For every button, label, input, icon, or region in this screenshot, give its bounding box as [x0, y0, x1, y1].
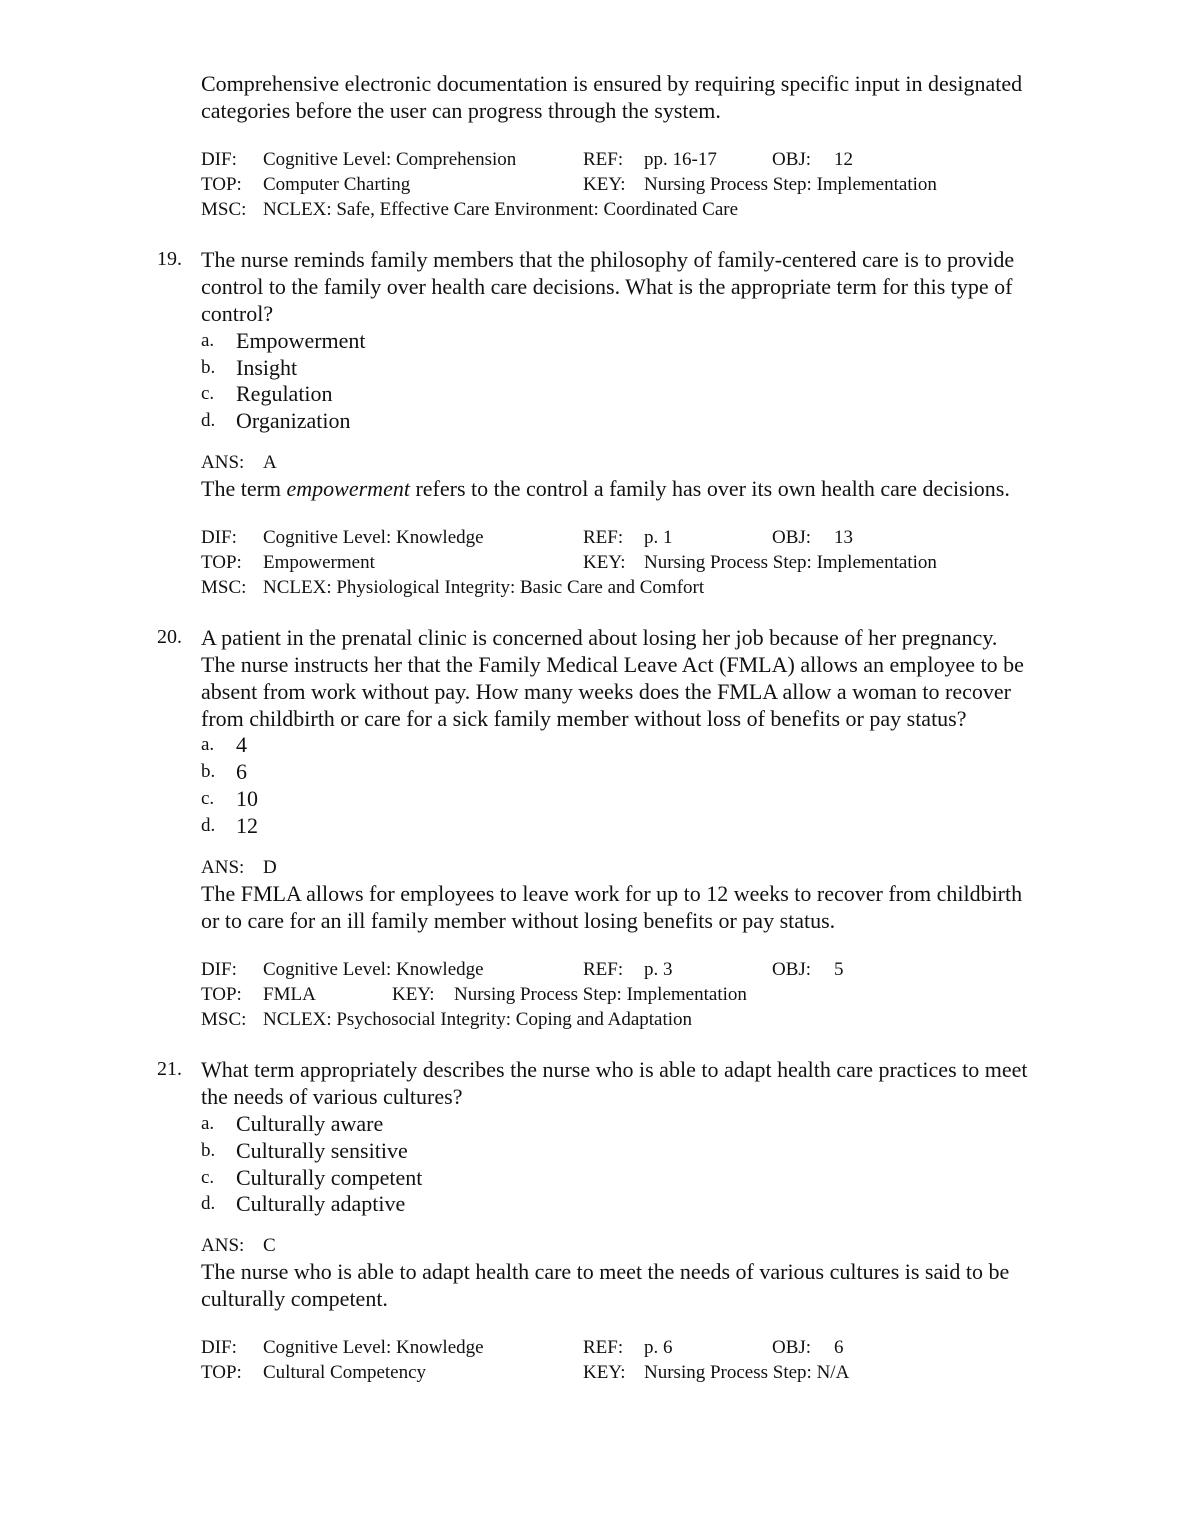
option-letter: a. — [201, 330, 215, 351]
option-text: Culturally adaptive — [236, 1191, 406, 1216]
meta-ref-label: REF: — [583, 527, 624, 548]
meta-msc-label: MSC: — [201, 577, 247, 598]
meta-dif-label: DIF: — [201, 1337, 237, 1358]
option-text: 10 — [236, 786, 258, 811]
meta-ref-label: REF: — [583, 959, 624, 980]
option-text: 12 — [236, 813, 258, 838]
meta-obj-label: OBJ: — [772, 1337, 812, 1358]
option-letter: c. — [201, 788, 215, 809]
option-letter: a. — [201, 1113, 215, 1134]
option-letter: d. — [201, 815, 216, 836]
rationale-emphasis: empowerment — [286, 476, 410, 501]
option-text: Culturally aware — [236, 1111, 384, 1136]
meta-dif: Cognitive Level: Knowledge — [263, 1337, 484, 1358]
meta-top-label: TOP: — [201, 1362, 242, 1383]
question-number: 21. — [157, 1058, 182, 1080]
option-text: Insight — [236, 355, 298, 380]
question-stem-line: from childbirth or care for a sick family member without loss of benefits or pay status? — [201, 706, 967, 731]
question-number: 19. — [157, 248, 182, 270]
meta-ref-label: REF: — [583, 149, 624, 170]
rationale-line: Comprehensive electronic documentation is ensured by requiring specific input in designated — [201, 71, 1023, 96]
meta-top-label: TOP: — [201, 174, 242, 195]
option-letter: b. — [201, 1140, 216, 1161]
answer-label: ANS: — [201, 857, 245, 878]
question-stem-line: The nurse reminds family members that the philosophy of family-centered care is to provide — [201, 247, 1015, 272]
question-number: 20. — [157, 626, 182, 648]
meta-top: Cultural Competency — [263, 1362, 427, 1383]
meta-obj-label: OBJ: — [772, 527, 812, 548]
question-stem-line: The nurse instructs her that the Family Medical Leave Act (FMLA) allows an employee to be — [201, 652, 1024, 677]
meta-key-label: KEY: — [583, 552, 626, 573]
meta-dif-label: DIF: — [201, 149, 237, 170]
meta-obj: 13 — [834, 527, 853, 548]
option-text: 6 — [236, 759, 247, 784]
meta-msc-label: MSC: — [201, 199, 247, 220]
meta-dif: Cognitive Level: Knowledge — [263, 959, 484, 980]
meta-ref: p. 6 — [644, 1337, 673, 1358]
meta-key-label: KEY: — [392, 984, 435, 1005]
meta-key-label: KEY: — [583, 174, 626, 195]
meta-ref-label: REF: — [583, 1337, 624, 1358]
question-stem-line: What term appropriately describes the nurse who is able to adapt health care practices to meet — [201, 1057, 1028, 1082]
meta-dif-label: DIF: — [201, 959, 237, 980]
answer-label: ANS: — [201, 1235, 245, 1256]
meta-msc: NCLEX: Physiological Integrity: Basic Care and Comfort — [263, 577, 705, 598]
rationale-text: refers to the control a family has over its own health care decisions. — [409, 476, 1010, 501]
option-letter: c. — [201, 1167, 215, 1188]
meta-ref: p. 3 — [644, 959, 673, 980]
rationale-line: or to care for an ill family member without losing benefits or pay status. — [201, 908, 836, 933]
answer-value: D — [263, 857, 277, 878]
answer-label: ANS: — [201, 452, 245, 473]
meta-msc: NCLEX: Safe, Effective Care Environment: Coordinated Care — [263, 199, 739, 220]
answer-value: A — [263, 452, 277, 473]
meta-dif: Cognitive Level: Comprehension — [263, 149, 517, 170]
question-stem-line: absent from work without pay. How many weeks does the FMLA allow a woman to recover — [201, 679, 1011, 704]
option-letter: c. — [201, 383, 215, 404]
meta-obj-label: OBJ: — [772, 149, 812, 170]
question-stem-line: control to the family over health care decisions. What is the appropriate term for this type of — [201, 274, 1013, 299]
question-stem-line: control? — [201, 301, 274, 326]
rationale-line — [201, 475, 1010, 502]
question-stem-line: the needs of various cultures? — [201, 1084, 463, 1109]
meta-dif-label: DIF: — [201, 527, 237, 548]
meta-ref: p. 1 — [644, 527, 673, 548]
meta-obj-label: OBJ: — [772, 959, 812, 980]
meta-ref: pp. 16-17 — [644, 149, 717, 170]
option-text: Culturally sensitive — [236, 1138, 408, 1163]
option-text: Empowerment — [236, 328, 366, 353]
option-text: 4 — [236, 732, 247, 757]
option-letter: a. — [201, 734, 215, 755]
option-letter: b. — [201, 357, 216, 378]
meta-key: Nursing Process Step: Implementation — [454, 984, 747, 1005]
option-text: Organization — [236, 408, 351, 433]
meta-msc-label: MSC: — [201, 1009, 247, 1030]
meta-dif: Cognitive Level: Knowledge — [263, 527, 484, 548]
option-letter: d. — [201, 1193, 216, 1214]
meta-obj: 5 — [834, 959, 844, 980]
rationale-line: categories before the user can progress through the system. — [201, 98, 721, 123]
meta-top-label: TOP: — [201, 984, 242, 1005]
option-letter: d. — [201, 410, 216, 431]
rationale-text: The term — [201, 476, 287, 501]
option-text: Culturally competent — [236, 1165, 423, 1190]
meta-obj: 6 — [834, 1337, 844, 1358]
rationale-line: The FMLA allows for employees to leave work for up to 12 weeks to recover from childbirth — [201, 881, 1023, 906]
meta-msc: NCLEX: Psychosocial Integrity: Coping and Adaptation — [263, 1009, 693, 1030]
answer-value: C — [263, 1235, 276, 1256]
option-letter: b. — [201, 761, 216, 782]
meta-top: Empowerment — [263, 552, 375, 573]
option-text: Regulation — [236, 381, 333, 406]
meta-key-label: KEY: — [583, 1362, 626, 1383]
meta-obj: 12 — [834, 149, 853, 170]
meta-top: Computer Charting — [263, 174, 411, 195]
meta-key: Nursing Process Step: Implementation — [644, 552, 937, 573]
meta-key: Nursing Process Step: N/A — [644, 1362, 850, 1383]
meta-top-label: TOP: — [201, 552, 242, 573]
rationale-line: The nurse who is able to adapt health care to meet the needs of various cultures is said to be — [201, 1259, 1010, 1284]
question-stem-line: A patient in the prenatal clinic is concerned about losing her job because of her pregnancy. — [201, 625, 998, 650]
rationale-line: culturally competent. — [201, 1286, 388, 1311]
meta-top: FMLA — [263, 984, 316, 1005]
meta-key: Nursing Process Step: Implementation — [644, 174, 937, 195]
